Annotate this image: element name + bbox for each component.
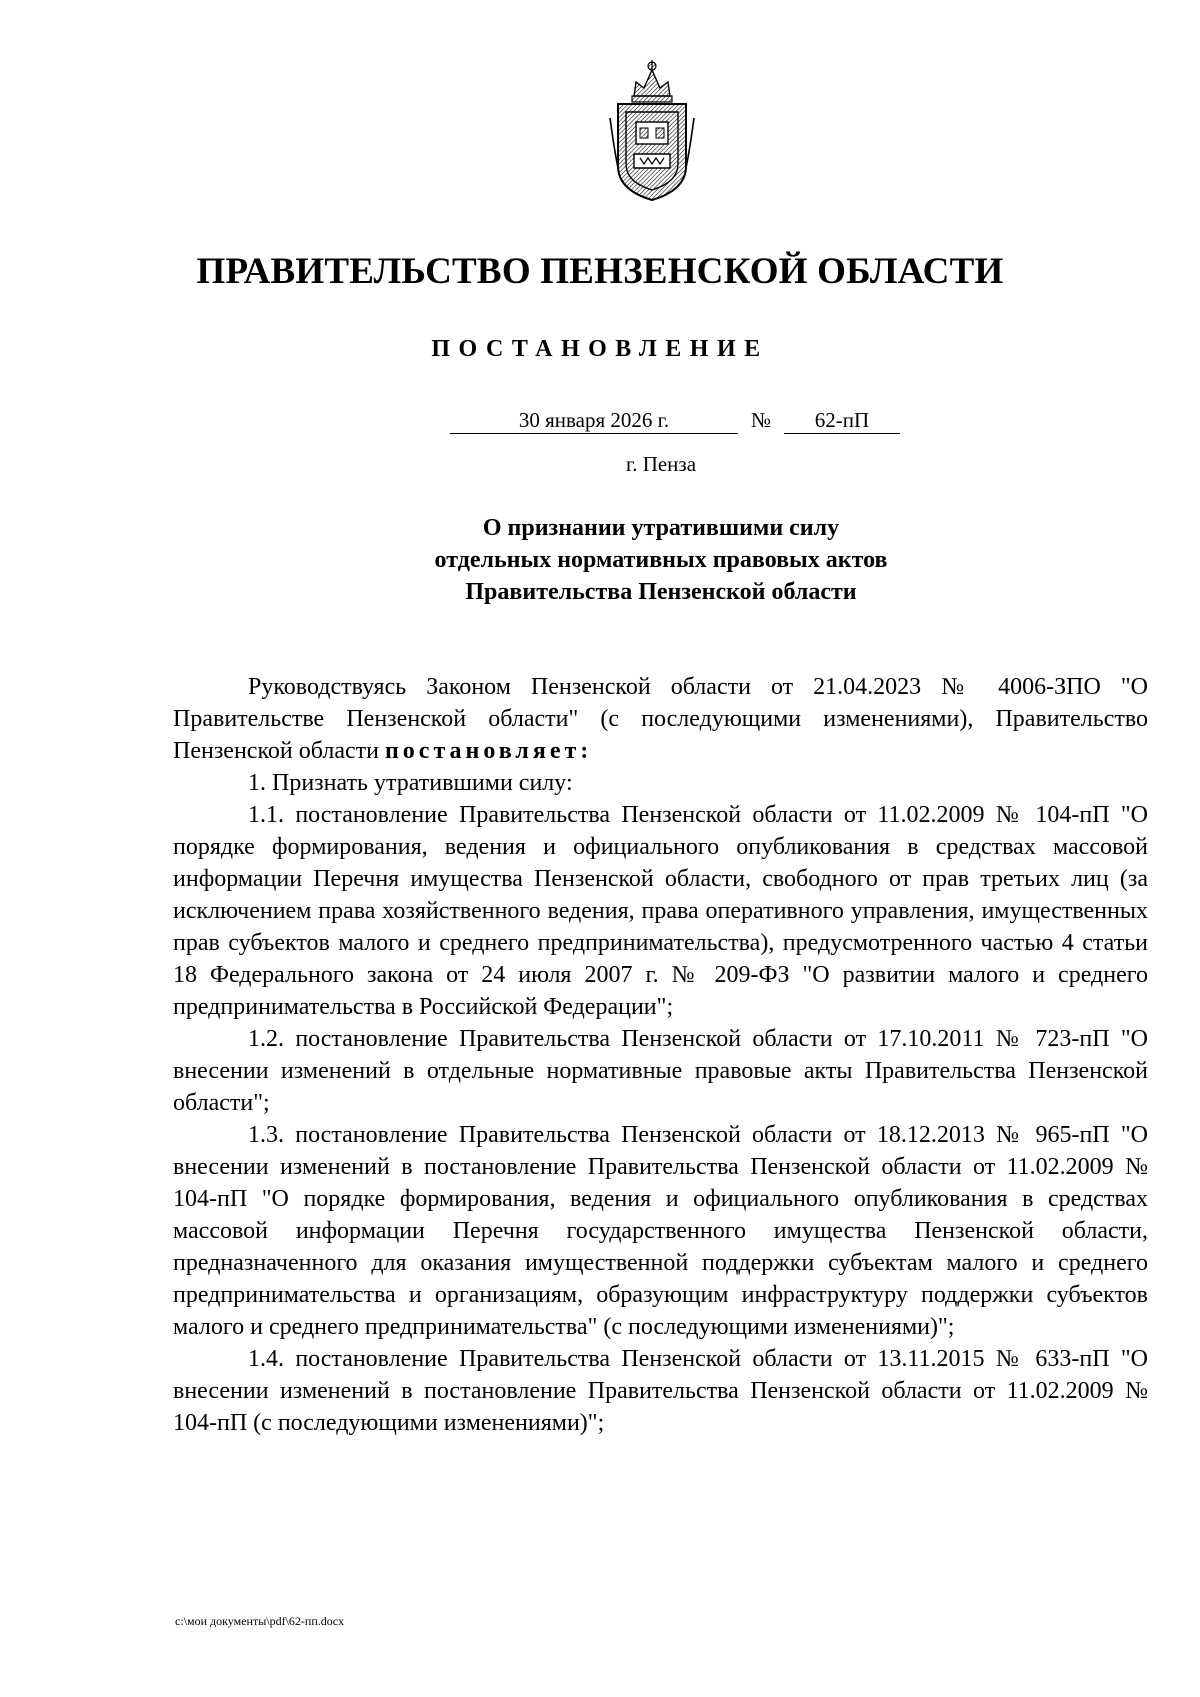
penza-coat-of-arms-icon — [606, 58, 698, 204]
document-date: 30 января 2026 г. — [450, 408, 738, 434]
government-title: ПРАВИТЕЛЬСТВО ПЕНЗЕНСКОЙ ОБЛАСТИ — [196, 251, 1004, 292]
document-number: 62-пП — [784, 408, 900, 434]
document-type: ПОСТАНОВЛЕНИЕ — [431, 336, 769, 362]
subject-line: отдельных нормативных правовых актов — [434, 547, 888, 573]
preamble-text: Руководствуясь Законом Пензенской области от 21.04.2023 № 4006-ЗПО "О Правительстве Пензенской области" (с последующими изменениями), Правительство Пензенской области — [173, 674, 1148, 764]
date-number-line — [450, 408, 900, 434]
item-1-1: 1.1. постановление Правительства Пензенской области от 11.02.2009 № 104-пП "О порядке формирования, ведения и официального опубликования в средствах массовой информации Перечня имущества Пензенской области, свободного от прав третьих лиц (за исключением права хозяйственного ведения, права оперативного управления, имущественных прав субъектов малого и среднего предпринимательства), предусмотренного частью 4 статьи 18 Федерального закона от 24 июля 2007 г. № 209-ФЗ "О развитии малого и среднего предпринимательства в Российской Федерации"; — [173, 802, 1148, 1020]
document-subject — [0, 512, 1200, 608]
document-body — [173, 671, 1148, 1439]
item-1-2: 1.2. постановление Правительства Пензенской области от 17.10.2011 № 723-пП "О внесении изменений в отдельные нормативные правовые акты Правительства Пензенской области"; — [173, 1026, 1148, 1116]
subject-line: О признании утратившими силу — [482, 515, 840, 541]
city: г. Пенза — [625, 452, 697, 476]
item-1-3: 1.3. постановление Правительства Пензенской области от 18.12.2013 № 965-пП "О внесении изменений в постановление Правительства Пензенской области от 11.02.2009 № 104-пП "О порядке формирования, ведения и официального опубликования в средствах массовой информации Перечня государственного имущества Пензенской области, предназначенного для оказания имущественной поддержки субъектам малого и среднего предпринимательства и организациям, образующим инфраструктуру поддержки субъектов малого и среднего предпринимательства" (с последующими изменениями)"; — [173, 1122, 1148, 1340]
subject-line: Правительства Пензенской области — [465, 579, 857, 605]
number-sign: № — [750, 408, 772, 432]
item-1-4: 1.4. постановление Правительства Пензенской области от 13.11.2015 № 633-пП "О внесении изменений в постановление Правительства Пензенской области от 11.02.2009 № 104-пП (с последующими изменениями)"; — [173, 1346, 1148, 1436]
footer-file-path: c:\мои документы\pdf\62-пп.docx — [175, 1614, 345, 1628]
resolves-word: постановляет: — [384, 738, 593, 764]
preamble-paragraph — [173, 671, 1148, 767]
item-1: 1. Признать утратившими силу: — [248, 770, 573, 796]
